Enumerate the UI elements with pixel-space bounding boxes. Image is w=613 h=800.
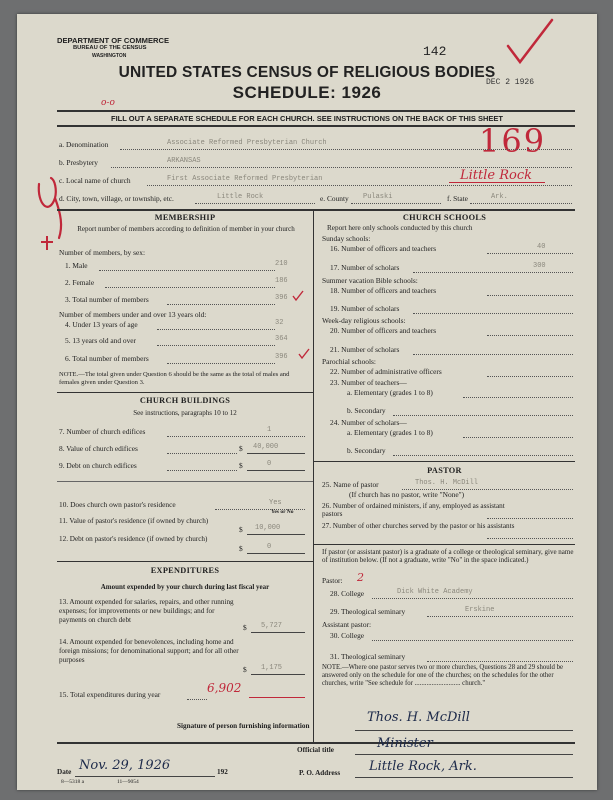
line — [99, 270, 275, 271]
church-name-value: First Associate Reformed Presbyterian — [167, 175, 323, 183]
q1-label: 1. Male — [65, 261, 88, 270]
q20-label: 20. Number of officers and teachers — [330, 326, 437, 335]
line — [372, 598, 573, 599]
buildings-title: CHURCH BUILDINGS — [139, 396, 231, 405]
assistant-sub-label: Assistant pastor: — [322, 620, 372, 629]
rule — [57, 110, 575, 112]
dollar-sign: $ — [239, 525, 243, 534]
q23a-label: a. Elementary (grades 1 to 8) — [347, 388, 433, 397]
line — [167, 363, 275, 364]
q12-value: 0 — [267, 543, 272, 551]
line — [355, 777, 573, 778]
line — [167, 304, 275, 305]
church-name-handwritten: Little Rock — [460, 168, 532, 183]
membership-note: NOTE.—The total given under Question 6 should be the same as the total of males and females given under Question 3. — [59, 371, 290, 386]
line — [247, 553, 305, 554]
q13-label: 13. Amount expended for salaries, repairs, and other running expenses; for improvements or new buildings; and for payments on church debt — [59, 598, 234, 624]
red-underline — [249, 697, 305, 698]
city-value: Little Rock — [217, 193, 264, 201]
county-label: e. County — [320, 194, 349, 203]
q19-label: 19. Number of scholars — [330, 304, 400, 313]
q24-label: 24. Number of scholars— — [330, 418, 407, 427]
line — [487, 295, 573, 296]
rule — [57, 481, 313, 482]
red-check-mark — [502, 16, 557, 71]
q26-label: 26. Number of ordained ministers, if any, employed as assistant pastors — [322, 502, 505, 518]
q16-value: 40 — [537, 243, 546, 251]
line — [167, 470, 237, 471]
q6-value: 396 — [275, 353, 288, 361]
q18-label: 18. Number of officers and teachers — [330, 286, 437, 295]
graduate-note: If pastor (or assistant pastor) is a graduate of a college or theological seminary, give name of institution below. (If not a graduate, write "No" in the space indicated.) — [322, 548, 574, 564]
line — [487, 253, 573, 254]
q25-note: (If church has no pastor, write "None") — [349, 490, 465, 499]
line — [187, 699, 207, 700]
q31-label: 31. Theological seminary — [330, 652, 406, 661]
line — [120, 149, 572, 150]
line — [463, 397, 573, 398]
q14-label: 14. Amount expended for benevolences, including home and foreign missions; for denominational support; and for all other purposes — [59, 638, 239, 664]
red-margin-mark — [31, 154, 71, 254]
q15-value: 6,902 — [207, 681, 242, 695]
po-address-label: P. O. Address — [299, 769, 341, 777]
line — [75, 776, 215, 777]
red-small-note: o-o — [101, 98, 115, 108]
q3-value: 396 — [275, 294, 288, 302]
column-divider — [313, 210, 314, 742]
q10-label: 10. Does church own pastor's residence — [59, 500, 176, 509]
line — [195, 203, 315, 204]
signature-label: Signature of person furnishing information — [177, 722, 310, 730]
official-title-value: Minister — [377, 736, 433, 751]
q28-value: Dick White Academy — [397, 588, 473, 596]
q21-label: 21. Number of scholars — [330, 345, 400, 354]
q15-label: 15. Total expenditures during year — [59, 690, 161, 699]
line — [372, 640, 573, 641]
line — [247, 534, 305, 535]
schools-title: CHURCH SCHOOLS — [402, 213, 487, 222]
line — [427, 661, 573, 662]
signature-value: Thos. H. McDill — [367, 710, 470, 725]
q1-value: 210 — [275, 260, 288, 268]
q29-label: 29. Theological seminary — [330, 607, 406, 616]
q22-label: 22. Number of administrative officers — [330, 367, 442, 376]
dollar-sign: $ — [239, 444, 243, 453]
q2-value: 186 — [275, 277, 288, 285]
q6-label: 6. Total number of members — [65, 354, 149, 363]
schedule-number: 142 — [423, 44, 447, 59]
rule — [314, 544, 575, 545]
church-name-label: c. Local name of church — [59, 176, 131, 185]
form-number-2: 11—9054 — [117, 779, 139, 785]
q7-value: 1 — [267, 426, 272, 434]
schools-intro: Report here only schools conducted by this church — [327, 224, 473, 232]
presbytery-value: ARKANSAS — [167, 157, 201, 165]
pastor-sub-label: Pastor: — [322, 576, 343, 585]
q10-value: Yes — [269, 499, 282, 507]
state-label: f. State — [447, 194, 468, 203]
line — [413, 354, 573, 355]
q29-value: Erskine — [465, 606, 495, 614]
dollar-sign: $ — [239, 461, 243, 470]
q17-label: 17. Number of scholars — [330, 263, 400, 272]
line — [413, 272, 573, 273]
county-value: Pulaski — [363, 193, 393, 201]
sex-heading: Number of members, by sex: — [59, 248, 145, 257]
line — [247, 453, 305, 454]
expenditures-intro: Amount expended by your church during last fiscal year — [100, 583, 270, 591]
line — [393, 455, 573, 456]
q25-label: 25. Name of pastor — [322, 480, 379, 489]
pastor-note: NOTE.—Where one pastor serves two or more churches, Questions 28 and 29 should be answered only on the schedule for one of the churches; on the schedules for the other churches, write "See schedule for ........................... church." — [322, 664, 564, 687]
q14-value: 1,175 — [261, 664, 283, 672]
bureau-label: BUREAU OF THE CENSUS — [73, 45, 147, 51]
line — [157, 329, 275, 330]
weekday-heading: Week-day religious schools: — [322, 316, 406, 325]
rule — [57, 392, 313, 393]
q9-label: 9. Debt on church edifices — [59, 461, 137, 470]
q23b-label: b. Secondary — [347, 406, 386, 415]
form-number: 8—5318 a — [61, 779, 85, 785]
date-value: Nov. 29, 1926 — [79, 758, 171, 773]
line — [147, 185, 572, 186]
line — [105, 287, 275, 288]
parochial-heading: Parochial schools: — [322, 357, 376, 366]
q7-label: 7. Number of church edifices — [59, 427, 146, 436]
line — [351, 203, 441, 204]
q11-value: 10,000 — [255, 524, 281, 532]
q24b-label: b. Secondary — [347, 446, 386, 455]
rule — [314, 461, 575, 462]
city-label: d. City, town, village, or township, etc. — [59, 194, 174, 203]
q2-label: 2. Female — [65, 278, 95, 287]
yes-no-hint: Yes or No — [271, 509, 294, 515]
q23-label: 23. Number of teachers— — [330, 378, 407, 387]
presbytery-label: b. Presbytery — [59, 158, 98, 167]
q24a-label: a. Elementary (grades 1 to 8) — [347, 428, 433, 437]
rule — [57, 561, 313, 562]
pastor-title: PASTOR — [427, 466, 462, 475]
denomination-label: a. Denomination — [59, 140, 109, 149]
line — [413, 313, 573, 314]
po-address-value: Little Rock, Ark. — [369, 759, 477, 774]
red-number-annotation: 169 — [479, 122, 547, 160]
official-title-label: Official title — [297, 746, 334, 754]
q25-value: Thos. H. McDill — [415, 479, 479, 487]
red-tick — [291, 290, 305, 302]
q28-label: 28. College — [330, 589, 365, 598]
form-title: UNITED STATES CENSUS OF RELIGIOUS BODIES — [118, 64, 496, 81]
age-heading: Number of members under and over 13 years old: — [59, 310, 207, 319]
red-pastor-mark: 2 — [357, 571, 364, 584]
line — [487, 376, 573, 377]
membership-title: MEMBERSHIP — [154, 213, 216, 222]
q5-label: 5. 13 years old and over — [65, 336, 137, 345]
line — [251, 632, 305, 633]
q12-label: 12. Debt on pastor's residence (if owned by church) — [59, 535, 208, 543]
line — [427, 616, 573, 617]
line — [355, 754, 573, 755]
year-suffix: 192 — [217, 768, 228, 776]
line — [247, 470, 305, 471]
dollar-sign: $ — [243, 623, 247, 632]
q11-label: 11. Value of pastor's residence (if owned by church) — [59, 517, 209, 525]
buildings-intro: See instructions, paragraphs 10 to 12 — [133, 409, 237, 417]
sunday-heading: Sunday schools: — [322, 234, 371, 243]
expenditures-title: EXPENDITURES — [150, 566, 220, 575]
membership-intro: Report number of members according to definition of member in your church — [77, 225, 295, 233]
q5-value: 364 — [275, 335, 288, 343]
q16-label: 16. Number of officers and teachers — [330, 244, 437, 253]
line — [393, 415, 573, 416]
dept-label: DEPARTMENT OF COMMERCE — [57, 36, 170, 45]
denomination-value: Associate Reformed Presbyterian Church — [167, 139, 327, 147]
dollar-sign: $ — [243, 665, 247, 674]
date-label: Date — [57, 768, 72, 776]
q8-label: 8. Value of church edifices — [59, 444, 138, 453]
line — [167, 453, 237, 454]
line — [487, 538, 573, 539]
dollar-sign: $ — [239, 544, 243, 553]
q17-value: 300 — [533, 262, 546, 270]
line — [167, 436, 305, 437]
q9-value: 0 — [267, 460, 272, 468]
line — [470, 203, 572, 204]
line — [487, 518, 573, 519]
form-subtitle: SCHEDULE: 1926 — [232, 83, 382, 102]
state-value: Ark. — [491, 193, 508, 201]
line — [487, 335, 573, 336]
instruction-banner: FILL OUT A SEPARATE SCHEDULE FOR EACH CHURCH. SEE INSTRUCTIONS ON THE BACK OF THIS SHEET — [111, 114, 503, 123]
rule — [57, 742, 575, 744]
q4-label: 4. Under 13 years of age — [65, 320, 138, 329]
q4-value: 32 — [275, 319, 284, 327]
census-schedule-page — [17, 14, 597, 790]
line — [157, 345, 275, 346]
red-tick — [297, 348, 311, 360]
city-label: WASHINGTON — [92, 53, 127, 59]
line — [463, 437, 573, 438]
q3-label: 3. Total number of members — [65, 295, 149, 304]
line — [355, 730, 573, 731]
summer-heading: Summer vacation Bible schools: — [322, 276, 418, 285]
red-underline — [449, 182, 545, 183]
q13-value: 5,727 — [261, 622, 283, 630]
q30-label: 30. College — [330, 631, 365, 640]
q27-label: 27. Number of other churches served by the pastor or his assistants — [322, 522, 515, 530]
received-stamp: DEC 2 1926 — [486, 78, 535, 87]
rule — [57, 209, 575, 211]
line — [251, 674, 305, 675]
q8-value: 40,000 — [253, 443, 279, 451]
